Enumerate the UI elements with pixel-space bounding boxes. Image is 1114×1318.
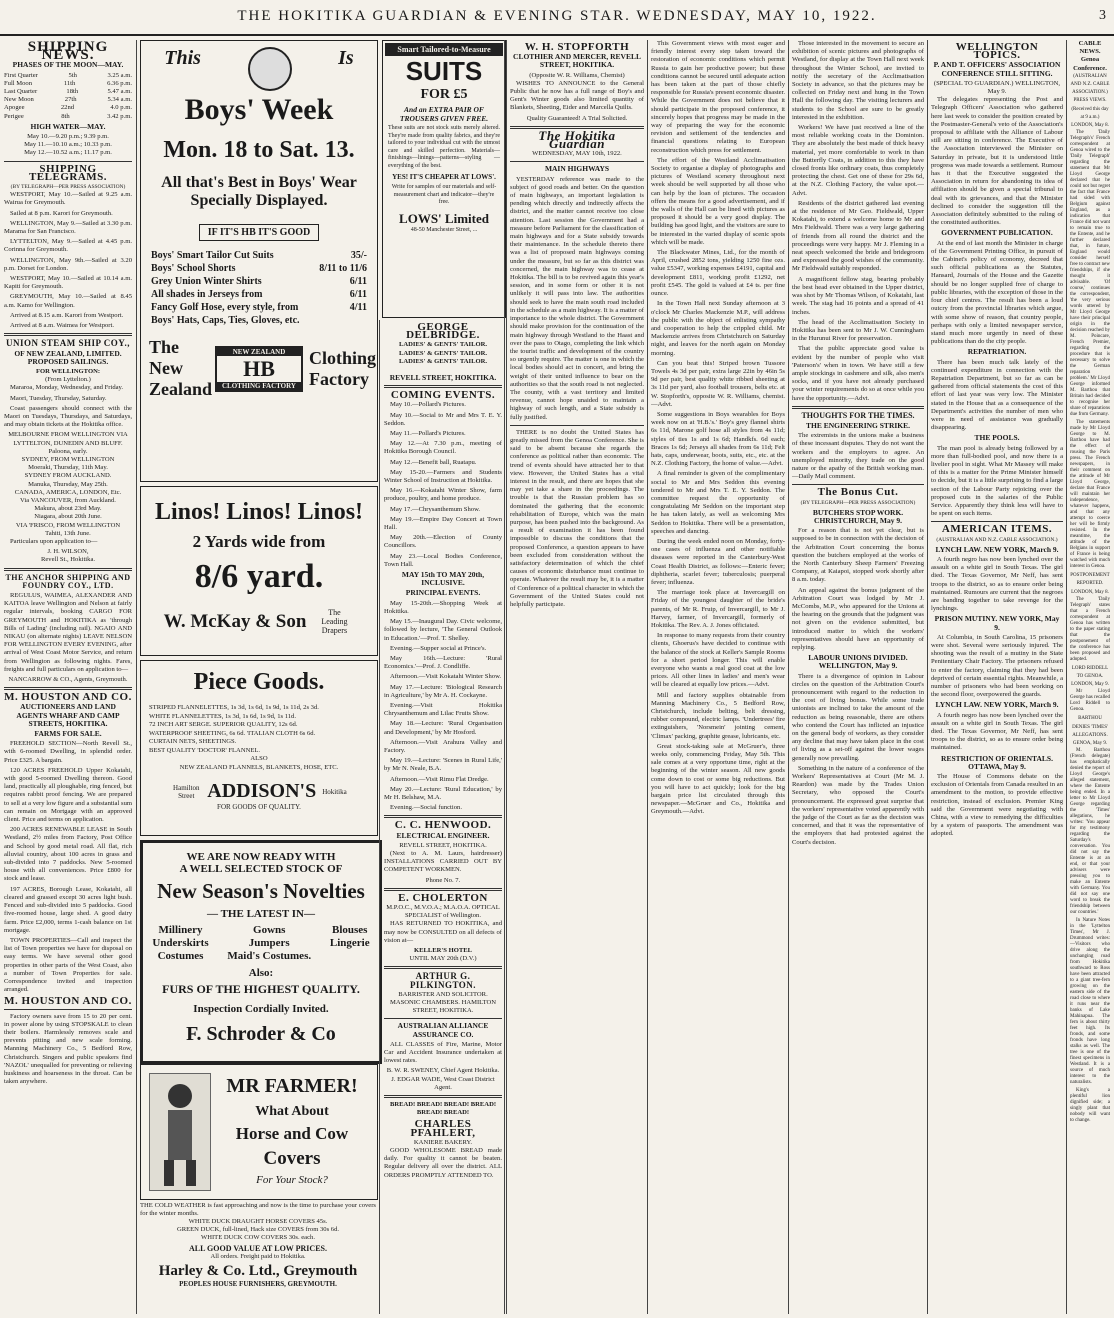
- cable-heading: CABLE NEWS.: [1078, 40, 1102, 56]
- hb-logo: NEW ZEALAND HB CLOTHING FACTORY: [215, 346, 303, 392]
- column-rule: [788, 40, 789, 1314]
- column-rule: [1066, 40, 1067, 1314]
- column-rule: [379, 320, 380, 1314]
- bonus-dateline: BUTCHERS STOP WORK. CHRISTCHURCH, May 9.: [812, 507, 904, 525]
- boys-week-dates: Mon. 18 to Sat. 13.: [163, 137, 355, 163]
- schroder-item: Lingerie: [329, 937, 370, 949]
- schroder-title: New Season's Novelties: [157, 879, 365, 903]
- column-rule: [647, 40, 648, 1314]
- anchor-body: REGULUS, WAIMEA, ALEXANDER AND KAITOA leave Wellington and Nelson at fairly regular intervals, booking CARGO FOR GREYMOUTH and HOKITIKA as 'through Bills of Lading' (including rail). NGAIO AND NIKAU (on alternate nights) LEAVE NELSON FOR WELLINGTON EVERY EVENING, after arrival of West Coast Motor Service, and return from Wellington as following nights. Fares, freights and full particulars on application to—: [4, 591, 132, 673]
- news-paragraph: That the public appreciate good value is evident by the number of people who visit 'Paterson's' when in town. We have still a few ample stockings in cashmere and silk, also men's socks, and if you have not already purchased your winter requirements do so at once while you have the opportunity.—Advt.: [792, 345, 924, 402]
- high-water-row: May 12.—10.52 a.m.; 11.17 p.m.: [24, 149, 112, 157]
- farmer-advert: [140, 1064, 378, 1200]
- event-item: May 17.—Chrysanthemum Show.: [390, 505, 481, 513]
- high-water-row: May 11.—10.10 a.m.; 10.33 p.m.: [24, 141, 112, 149]
- shipping-telegrams-heading: SHIPPING TELEGRAMS.: [28, 162, 108, 183]
- boys-week-advert: [140, 40, 378, 482]
- schroder-furs: FURS OF THE HIGHEST QUALITY.: [162, 982, 360, 996]
- wellington-sub: P. AND T. OFFICERS' ASSOCIATION CONFERENCE STILL SITTING.: [933, 60, 1061, 78]
- telegram-item: Arrived at 8 a.m. Waimea for Westport.: [10, 322, 114, 330]
- bonus-body: For a reason that is not yet clear, but is supposed to be in connection with the decision of the Arbitration Court concerning the bonus question the butchers employed at the works of the North Canterbury Sheep Farmers' Freezing Company, at Kaiapoi, stopped work shortly after 8 a.m. today.: [792, 527, 924, 584]
- suits-note: YES! IT'S CHEAPER AT LOWS'.: [392, 173, 496, 181]
- telegram-item: WESTPORT, May 10.—Sailed at 10.14 a.m. Kapiti for Greymouth.: [4, 275, 132, 291]
- piece-goods-advert: [140, 660, 378, 836]
- piece-goods-line: WATERPROOF SHEETING, 6s 6d. 'ITALIAN CLOTH 6s 6d.: [149, 729, 316, 737]
- brand-right: Clothing Factory: [309, 347, 377, 389]
- phase-row: First Quarter 5th 3.25 a.m.: [4, 71, 132, 79]
- farms-heading: FARMS FOR SALE.: [34, 729, 102, 739]
- stopforth-heading: W. H. STOPFORTH: [524, 41, 630, 53]
- news-paragraph: The head of the Acclimatisation Society in Hokitika has been sent to Mr J. W. Cunningham in the Hurunui River for preservation.: [792, 318, 924, 343]
- school-item: May 19.—Lecture: 'Scenes in Rural Life,' by Mr N. Neale, B.A.: [384, 757, 502, 773]
- repat-body: There has been much talk lately of the continued expenditure in connection with the Repatriation Department, but so far as can be gathered from official statements the cost of this effort of last year was very low. The Minister stated in the House that as a consequence of the Department's activities the number of men who were in need of assistance was gradually disappearing.: [931, 358, 1063, 432]
- farmer-line3: Covers: [263, 1148, 321, 1169]
- schroder-item: Jumpers: [248, 937, 290, 949]
- cholerton-heading: E. CHOLERTON: [398, 891, 488, 904]
- delbridge-address: REVELL STREET, HOKITIKA.: [389, 373, 497, 383]
- event-item: May 23.—Local Bodies Conference, Town Hall.: [384, 552, 502, 568]
- anchor-agent: NANCARROW & CO., Agents, Greymouth.: [8, 676, 128, 684]
- schroder-item: Blouses: [332, 924, 368, 936]
- boys-week-line2: Specially Displayed.: [190, 192, 328, 209]
- school-subheading: PRINCIPAL EVENTS.: [405, 588, 481, 598]
- wellington-body: The delegates representing the Post and Telegraph Officers' Association who gathered here last week to consider the position created by the Postmaster-General's veto of the Association's proposal to affiliate with the Alliance of Labour still are sitting in conference. The Executive of the Association interviewed the Minister on Saturday in private, but it is understood little progress was made towards a settlement. Rumour has it that the Executive suggested the Association in return for abandoning its idea of affiliation should be given a special tribunal to deal with its grievances, and that the Minister declined to consider the suggestion till the Association definitely submitted to the ruling of the constituted authorities.: [931, 96, 1063, 227]
- telegram-item: Arrived at 8.15 a.m. Karori from Westport.: [10, 311, 124, 319]
- news-paragraph: A final reminder is given of the complimentary social to Mr and Mrs Seddon this evening tendered to Mr and Mrs T. E. Y. Seddon. The committee request the opportunity of congratulating Mr Seddon on the important step he has taken lately, as well as welcoming Mrs Seddon to Hokitika. There will be a presentation, speeches and dancing.: [651, 470, 785, 535]
- addison-town: Hokitika: [322, 787, 347, 796]
- farm-listing: 200 ACRES RENEWABLE LEASE in South Westland, 2½ miles from Factory, Post Office and School by good metal road. All flat, rich alluvial country, about 100 acres in grass and sub-divided into 7 paddocks. New 5-roomed house with all conveniences. Price £800 for stock and lease.: [4, 826, 132, 883]
- pools-body: The man pool is already being followed by a more than full-bodied pool, and now there is a livelier pool in sight. What Mr Massey will make of this is a matter for the Prime Minister himself to decide, but it is a little surprising to find a large section of the Labour Party rejoicing over the proposed cuts in the salaries of the Public Service. Apparently they think less will have to be spent on such items.: [931, 444, 1063, 518]
- this-heading: This: [164, 47, 201, 69]
- hb-slogan: IF IT'S HB IT'S GOOD: [199, 224, 319, 241]
- bonus-sub: (BY TELEGRAPH—PER PRESS ASSOCIATION): [800, 499, 916, 506]
- pfahlert-heading: CHARLES PFAHLERT,: [410, 1118, 476, 1139]
- delbridge-line: LADIES' & GENTS' TAILOR.: [398, 349, 488, 357]
- column-news-2: [792, 40, 924, 1314]
- school-item: Evening.—Supper social at Prince's.: [390, 644, 487, 652]
- suits-top: Smart Tailored-to-Measure: [385, 43, 503, 56]
- piece-goods-line: ALSO: [250, 755, 268, 762]
- event-item: May 16.—Kokatahi Winter Show, farm produce, poultry, and home produce.: [384, 487, 502, 503]
- news-paragraph: Mill and factory supplies obtainable from Manning Machinery Co., 5 Bedford Row, Christchurch, include belting, belt dressing, rubber compound, electric lamps. 'Undertrees' fire extinguishers, 'Norsmein' jointing cement, 'Climax' packing, graphite grease, lubricants, etc.: [651, 691, 785, 740]
- suits-extra: And an EXTRA PAIR OF TROUSERS GIVEN FREE.: [399, 105, 489, 123]
- brand-left: The New Zealand: [149, 337, 213, 399]
- union-line: Tahiti, 13th June.: [45, 529, 91, 537]
- schroder-item: Gowns: [253, 924, 286, 936]
- union-line: Makura, about 23rd May.: [34, 505, 102, 513]
- news-paragraph: Can you beat this! Striped brown Tussore Towels 4s 3d per pair, extra large 22in by 46in 5s 9d per pair, best quality white ribbed sheeting at 3s 11d per yard, also football trousers, belts etc. at W. Stopforth's, opposite W. R. Williams, chemist.—Advt.: [651, 359, 785, 408]
- suits-write: Write for samples of our materials and self-measurement chart and indicator—they're free.: [391, 184, 497, 205]
- delbridge-line: LADIES' & GENTS' TAILOR.: [398, 357, 488, 365]
- piece-goods-line: 72 INCH ART SERGE. SUPERIOR QUALITY, 12s 6d.: [149, 721, 298, 728]
- cholerton-until: UNTIL MAY 20th (D.V.): [409, 955, 477, 963]
- henwood-body: (Next to A. M. Laurs, hairdresser) INSTALLATIONS CARRIED OUT BY COMPETENT WORKMEN.: [384, 849, 502, 874]
- houston-subheading: AUCTIONEERS AND LAND AGENTS WHARF AND CAMP STREETS, HOKITIKA.: [16, 702, 120, 728]
- news-paragraph: Those interested in the movement to secure an exhibition of scenic pictures and photographs of Westland, for display at the Town Hall next week throughout the Winter School, are invited to notify the secretary of the Acclimatisation Society in advance, so that the pictures may be collected on Friday next and hung in the Town Hall the following day. The visiting lecturers and students to the School are sure to be greatly interested in the exhibition.: [792, 40, 924, 121]
- union-line: SYDNEY FROM AUCKLAND.: [24, 472, 112, 480]
- phase-row: New Moon 27th 5.34 a.m.: [4, 96, 132, 104]
- farm-listing: FREEHOLD SECTION—North Revell St., with 6-roomed Dwelling, in splendid order. Price £325. A bargain.: [4, 740, 132, 764]
- wellington-heading: WELLINGTON TOPICS.: [955, 41, 1039, 62]
- product-row: Boys' Smart Tailor Cut Suits 35/-: [151, 250, 367, 261]
- leader-body: THERE is no doubt the United States has greatly missed from the Genoa Conference. She is said to be absent because she regards the conference as political rather than economic. The trend of events should have attracted her to that view. However, the United States has a vital interest in the result, and there are hopes that she may yet take a share in the proceedings. The trouble is that the Russian problem has so dominated the gathering that the economic rehabilitation of Europe, which was the main purpose, has been pushed into the background. As a result of examination it has been found impossible to discuss the conditions that the proposed Conference, a question appears to have been excluded from consideration without the satisfactory determination of which the chief causes of economic disturbance must continue to operate. Whatever the result may be, it is a matter of Conference of a political character in which the Government of the United States could not helpfully participate.: [510, 428, 644, 608]
- houston-footer: M. HOUSTON AND CO.: [4, 995, 132, 1008]
- news-paragraph: The marriage took place at Invercargill on Friday of the youngest daughter of the bride's parents, of Mr R. Fruip, of Invercargill, to Mr J. Harvey, farmer, of Invercargill, formerly of Hokitika. The Rev. A. J. Jones officiated.: [651, 589, 785, 630]
- linos-advert: [140, 486, 378, 656]
- event-item: May 11.—Pollard's Pictures.: [390, 430, 466, 438]
- bonus-heading: The Bonus Cut.: [817, 486, 899, 499]
- masthead: [0, 0, 1114, 36]
- anchor-shipping-heading: THE ANCHOR SHIPPING AND FOUNDRY COY., LTD.: [5, 572, 131, 590]
- stopforth-sub: CLOTHIER AND MERCER, REVELL STREET, HOKITIKA.: [513, 52, 641, 70]
- telegram-item: LYTTELTON, May 9.—Sailed at 4.45 p.m. Corinna for Greymouth.: [4, 238, 132, 254]
- harley-item: GREEN DUCK, full-lined, Hack size COVERS from 30s 6d.: [176, 1226, 340, 1233]
- school-heading: MAY 15th TO MAY 20th, INCLUSIVE.: [401, 570, 485, 588]
- pfahlert-body: GOOD WHOLESOME BREAD made daily. For quality it cannot be beaten. Regular delivery all over the district. ALL ORDERS PROMPTLY ATTENDED TO.: [384, 1147, 502, 1179]
- union-line: MELBOURNE FROM WELLINGTON VIA LYTTELTON, DUNEDIN AND BLUFF.: [8, 431, 128, 447]
- repat-heading: REPATRIATION.: [967, 347, 1027, 357]
- product-row: All shades in Jerseys from 6/11: [151, 289, 367, 300]
- suits-title: SUITS: [405, 56, 483, 86]
- school-item: Evening.—Visit Hokitika Chrysanthemum and Lilac Fruits Show.: [384, 701, 502, 718]
- column-notices: [384, 320, 502, 1314]
- piece-goods-line: NEW ZEALAND FLANNELS, BLANKETS, HOSE, ETC.: [179, 763, 339, 771]
- phase-row: Last Quarter 18th 5.47 a.m.: [4, 88, 132, 96]
- thoughts-heading: THOUGHTS FOR THE TIMES.: [801, 410, 915, 420]
- govt-heading: GOVERNMENT PUBLICATION.: [941, 228, 1053, 238]
- harley-advert: [140, 1202, 376, 1312]
- farmer-title: MR FARMER!: [226, 1075, 358, 1097]
- labour-body: Something in the nature of a conference of the Workers' Representatives at Court (Mr M. J. Reardon) was made by the Trades Union Secretary, who opposed the Court's pronouncement. He expressed great surprise that the workers' representative voted apparently with the judge of the Court as far as the decision was concerned, and that it was the representative of the employers that had protested against the Court's decision.: [792, 764, 924, 846]
- union-line: Moeraki, Thursday, 11th May.: [28, 464, 108, 472]
- newspaper-title: THE HOKITIKA GUARDIAN & EVENING STAR. WEDNESDAY, MAY 10, 1922.: [237, 8, 877, 24]
- lynch-heading: LYNCH LAW. NEW YORK, March 9.: [935, 544, 1059, 554]
- harley-lead: THE COLD WEATHER is fast approaching and now is the time to purchase your covers for the winter months.: [140, 1202, 376, 1217]
- schroder-latest: — THE LATEST IN—: [207, 908, 315, 920]
- schroder-line2: A WELL SELECTED STOCK OF: [179, 863, 343, 875]
- restriction-heading: RESTRICTION OF ORIENTALS. OTTAWA, May 9.: [941, 753, 1053, 771]
- column-rule: [504, 40, 505, 1314]
- news-paragraph: Residents of the district gathered last evening at the residence of Mr Geo. Fieldwald, Upper Kokatahi, to extend a welcome home to Mr and Mrs Fieldwald. There was a very large gathering of friends from all round the district and the proceedings were very happy. Mr J. Fleming in a neat speech welcomed the bride and bridegroom and expressed the good wishes of the community. Mr Fieldwald suitably responded.: [792, 199, 924, 273]
- telegram-item: WELLINGTON, May 9th.—Sailed at 3.20 p.m. Dorset for London.: [4, 256, 132, 272]
- mckay-tag: The Leading Drapers: [321, 608, 348, 635]
- newspaper-nameplate: The Hokitika Guardian: [538, 127, 616, 152]
- column-cable: [1070, 40, 1110, 1314]
- event-item: May 12.—Benefit ball, Ruatapu.: [390, 458, 477, 466]
- henwood-address: REVELL STREET, HOKITIKA.: [399, 841, 487, 849]
- telegram-item: GREYMOUTH, May 10.—Sailed at 8.45 a.m. Kamo for Wellington.: [4, 293, 132, 309]
- schroder-item: Millinery: [158, 924, 203, 936]
- column-rule: [506, 40, 507, 1314]
- moscow-body: The statements made by Mr Lloyd George to M. Barthou have had the effect of rousing the Paris press. The French newspapers, in their comment on the attitude of Mr Lloyd George, declare that France will maintain her independence, whatever happens, and that any attempt to coerce her will be firmly resisted. In the meantime, the attitude of the Belgians in support of France is being watched with much interest in Genoa.: [1070, 420, 1110, 570]
- phase-row: Apogee 22nd 4.0 p.m.: [4, 104, 132, 112]
- column-rule: [927, 40, 928, 1314]
- lord-heading: LORD RIDDELL TO GENOA. LONDON, May 9.: [1071, 665, 1109, 688]
- bread-banner: BREAD! BREAD! BREAD! BREAD! BREAD! BREAD!: [389, 1101, 497, 1117]
- column-leader: [510, 40, 644, 1314]
- pilkington-heading: ARTHUR G. PILKINGTON.: [409, 971, 477, 990]
- product-row: Fancy Golf Hose, every style, from 4/11: [151, 302, 367, 313]
- event-item: May 15-20.—Farmers and Students Winter School of Instruction at Hokitika.: [384, 468, 502, 485]
- union-line: CANADA, AMERICA, LONDON, Etc.: [14, 488, 122, 496]
- farmer-line4: For Your Stock?: [256, 1174, 328, 1186]
- farmer-illustration: [149, 1073, 211, 1191]
- piece-goods-title: Piece Goods.: [193, 669, 325, 695]
- schroder-shop: F. Schroder & Co: [186, 1023, 336, 1045]
- product-row: Boys' Hats, Caps, Ties, Gloves, etc.: [151, 315, 300, 326]
- piece-goods-line: CURTAIN NETS, SHEETINGS.: [149, 738, 237, 745]
- harley-item: WHITE DUCK COW COVERS 30s. each.: [201, 1234, 315, 1241]
- union-subheading: OF NEW ZEALAND, LIMITED. PROPOSED SAILINGS.: [14, 348, 122, 366]
- column-rule: [136, 40, 137, 1314]
- lynch2-heading: LYNCH LAW. NEW YORK, March 9.: [935, 700, 1059, 710]
- addison-street: Hamilton Street: [173, 783, 200, 800]
- is-heading: Is: [338, 47, 354, 69]
- leader-heading: MAIN HIGHWAYS: [544, 164, 610, 174]
- union-line: Particulars upon application to—: [10, 537, 98, 545]
- henwood-sub: ELECTRICAL ENGINEER.: [396, 830, 490, 840]
- harley-all: ALL GOOD VALUE AT LOW PRICES.: [189, 1244, 327, 1253]
- event-item: May 10.—Pollard's Pictures.: [390, 401, 466, 409]
- pilkington-address: MASONIC CHAMBERS. HAMILTON STREET, HOKITIKA.: [389, 999, 497, 1015]
- school-item: May 20.—Lecture: 'Rural Education,' by Mr H. Belshaw, M.A.: [384, 785, 502, 801]
- suits-advert: [382, 40, 506, 318]
- american-heading: AMERICAN ITEMS.: [941, 523, 1053, 536]
- lows-address: 48-50 Manchester Street, ...: [410, 226, 478, 233]
- farm-listing: 197 ACRES, Borough Lease, Kokatahi, all cleared and grassed except 30 acres light bush. Fenced and sub-divided into 5 paddocks. Good five-roomed house, large shed. A good dairy farm. Price £2,000, terms 1-cash balance on 1st mortgage.: [4, 885, 132, 934]
- amp-agent: B. W. R. SWENEY, Chief Agent Hokitika.: [386, 1067, 500, 1075]
- boy-portrait: [248, 47, 292, 91]
- schroder-item: Maid's Costumes.: [227, 950, 312, 962]
- event-item: May 19.—Empire Day Concert at Town Hall.: [384, 515, 502, 532]
- union-steam-ship-heading: UNION STEAM SHIP COY.,: [6, 338, 130, 349]
- school-item: May 15.—Inaugural Day. Civic welcome, followed by lecture, 'The General Outlook in Education.'—Prof. T. Shelley.: [384, 618, 502, 642]
- union-line: Manuka, Thursday, May 25th.: [28, 480, 108, 488]
- event-item: May 10.—Social to Mr and Mrs T. E. Y. Seddon.: [384, 411, 502, 427]
- union-line: J. H. WILSON,: [47, 548, 89, 556]
- addison-shop: ADDISON'S: [207, 780, 317, 802]
- news-paragraph: Great stock-taking sale at McGruer's, three weeks only, commencing Friday, May 5th. This sale comes at a very opportune time, right at the beginning of the winter season. All new goods come down to cost or some big reductions. But you will have to act quickly; look for the big bargain price list circulated through this newspaper.—McGruer and Co., Hokitika and Greymouth.—Advt.: [651, 742, 785, 816]
- farm-listing: 120 ACRES FREEHOLD Upper Kokatahi, with good 5-roomed Dwelling thereon. Good land, practically all ploughable, ring fenced, but requires rabbit proof fencing. We are prepared to sell at a very low figure and a substantial sum can remain on Mortgage with an approved client. Price and terms on application.: [4, 766, 132, 824]
- union-line: FOR WELLINGTON:: [35, 367, 101, 375]
- union-line: VIA 'FRISCO, FROM WELLINGTON: [15, 521, 121, 529]
- news-paragraph: A magnificent fellow stag, bearing probably the best head ever obtained in the Upper district, was shot by Mr Thomas Wilson, of Kokatahi, last week. The stag had 16 points and a spread of 41 inches.: [792, 275, 924, 316]
- thoughts-sub: THE ENGINEERING STRIKE.: [806, 420, 910, 430]
- shipping-news-heading: SHIPPING NEWS.: [27, 40, 109, 64]
- school-item: Afternoon.—Visit Rimu Flat Dredge.: [390, 775, 489, 783]
- houston-heading: M. HOUSTON AND CO.: [4, 691, 132, 704]
- amp-body: ALL CLASSES of Fire, Marine, Motor Car and Accident Insurance undertaken at lowest rates.: [384, 1040, 502, 1065]
- union-line: Mararoa, Monday, Wednesday, and Friday.: [10, 384, 124, 392]
- delbridge-heading: GEORGE DELBRIDGE.: [406, 321, 480, 342]
- news-paragraph: The effort of the Westland Acclimatisation Society to organise a display of photographs and pictures of Westland scenery throughout next week should be well supported by all those who can help by the loan of pictures. The occasion offers the means for a good advertisement, and if the walls of the Hall can be lined with pictures as proposed it should be a very good display. The building has good light, and the visitors are sure to be interested in the varied display of scenic spots which will be made.: [651, 156, 785, 246]
- henwood-phone: Phone No. 7.: [425, 876, 461, 884]
- pilkington-sub: BARRISTER AND SOLICITOR.: [398, 990, 488, 998]
- genoa-sub: (AUSTRALIAN AND N.Z. CABLE ASSOCIATION.): [1070, 73, 1110, 96]
- suits-price: FOR £5: [420, 87, 468, 102]
- leader-date: WEDNESDAY, MAY 10th, 1922.: [532, 150, 622, 158]
- henwood-heading: C. C. HENWOOD.: [394, 819, 492, 832]
- piece-goods-line: STRIPED FLANNELETTES, 1s 3d, 1s 6d, 1s 9d, 1s 11d, 2s 3d.: [149, 704, 319, 711]
- school-item: May 17.—Lecture: 'Biological Research in Agriculture,' by Mr A. H. Cockayne.: [384, 683, 502, 699]
- stopforth-quality: Quality Guaranteed! A Trial Solicited.: [526, 114, 628, 122]
- labour-heading: LABOUR UNIONS DIVIDED. WELLINGTON, May 9.: [808, 653, 908, 671]
- farmer-line2: Horse and Cow: [235, 1124, 349, 1143]
- lynch2-body: A fourth negro has now been lynched over the assault on a white girl in South Texas. The girl died. The Texas Governor, Mr Neff, has sent troops to the district, so as to ensure order being maintained.: [931, 711, 1063, 752]
- genoa-heading: Genoa Conference.: [1073, 56, 1107, 72]
- school-item: May 18.—Lecture: 'Rural Organisation and Development,' by Mr Hosford.: [384, 720, 502, 736]
- high-water-heading: HIGH WATER—MAY.: [30, 121, 106, 131]
- harley-shop: Harley & Co. Ltd., Greymouth: [158, 1263, 358, 1279]
- notes-end: King's a plentiful lion dignified side; a singly plant that nobody will want to change.: [1070, 1088, 1110, 1124]
- farmer-line1: What About: [255, 1104, 329, 1119]
- phase-row: Full Moon 11th 6.36 p.m.: [4, 79, 132, 87]
- union-line: Via VANCOUVER, from Auckland.: [20, 496, 116, 504]
- school-item: May 16th.—Lecture: 'Rural Economics.'—Prof. J. Condliffe.: [384, 654, 502, 671]
- lord-body: Mr Lloyd George has recalled Lord Riddell to Genoa.: [1070, 689, 1110, 713]
- schroder-invite: Inspection Cordially Invited.: [193, 1003, 329, 1015]
- news-paragraph: During the week ended noon on Monday, forty-one cases of influenza and other notifiable diseases were reported in the Canterbury-West Coast Health District, as follows:—Enteric fever; diphtheria, scarlet fever; tuberculosis; puerperal fever; influenza.: [651, 537, 785, 586]
- stopforth-opposite: (Opposite W. R. Williams, Chemist): [529, 71, 625, 79]
- postpone-body: The 'Daily Telegraph' states that a French correspondent at Genoa has written to the paper stating that the postponement of the conference has been proposed and adopted.: [1070, 596, 1110, 662]
- amp-heading: AUSTRALIAN ALLIANCE ASSURANCE CO.: [397, 1021, 489, 1039]
- press-views: PRESS VIEWS. (Received this day at 9 a.m.) LONDON, May 8.: [1071, 98, 1109, 129]
- news-paragraph: The Blackwater Mines, Ltd., for the month of April, crushed 2852 tons, yielding 1250 fine ozs. value £5347, working expenses £4191, capital and development £811, working profit £1292, net profit £545. The gold is valued at £4 ts. per fine ounce.: [651, 249, 785, 298]
- suits-body: These suits are not stock suits merely altered. They're made from quality fabrics, and they're tailored to your individual cut with the utmost care and skilled perfection. Materials—finishings—linings—patterns—styling —everything of the best.: [388, 125, 500, 169]
- labour-body: There is a divergence of opinion in Labour circles on the question of the Arbitration Court's pronouncement with regard to the reduction in the cost of living bonus. While some trade unionists are inclined to take the amount of the reduction as being reasonable, there are others who contend the Court has inflicted an injustice on the general body of workers, as they consider any decline that may have taken place in the cost of living as a set-off against the lower wages generally now prevailing.: [792, 672, 924, 762]
- amp-agent: J. EDGAR WADE, West Coast District Agent.: [391, 1075, 495, 1091]
- notes-body: In Nature Notes in the 'Lyttelton Times', Mr J. Drummond writes:—Visitors who drive along the unchanging road from Hokitika southward to Ross have been attracted to a giant tree-fern growing on the eastern side of the road close to where it runs near the banks of Lake Mahinapua. The fern is about thirty feet high. Its fronds, and some fronds have long stalks as well. The tree is one of the finest specimens in Westland. It is a source of much interest to the naturalists.: [1070, 918, 1110, 1086]
- telegrams-source: (BY TELEGRAPH—PER PRESS ASSOCIATION): [10, 184, 126, 191]
- stopforth-body: WISHES TO ANNOUNCE to the General Public that he now has a full range of Boy's and Gent's Winter goods also limited quantity of Blankets, Sheeting, Eider and Marcella Quilts.: [510, 79, 644, 112]
- boys-week-title: Boys' Week: [184, 93, 334, 126]
- news-paragraph: Some suggestions in Boys wearables for Boys week now on at 'H.B.'s.' Boy's grey flannel shirts 6s 11d, Marone golf hose all styles from 4s 11d; styles of ties 1s and 1s 6d; Handkfs. 6d each; Braces 1s 6d; Jerseys all shades from 6s 11d; Felt hats, caps, underwear, boots, suits, etc., etc. at the N.Z. Clothing Factory, the home of value.—Advt.: [651, 410, 785, 468]
- press-body: The 'Daily Telegraph's' French correspondent at Genoa wired to the 'Daily Telegraph' regarding the statement that Mr Lloyd George declared that he could not but regret the fact that France had sided with Belgium against England, as a indication that France did not want to remain true to the Entente, and he further declared that, in future, England would consider herself free to contract new friendships, if she thought it advisable. 'Of course,' continues the correspondent, 'the very serious words uttered by Mr Lloyd George have their principal origin in the decision reached by M. Poincare, French Premier, regarding the procedure that is necessary to solve the German reparation problem.' Mr Lloyd George informed M. Barthou that Britain had decided to recognise her share of reparations due from Germany.: [1070, 130, 1110, 418]
- farm-listing: TOWN PROPERTIES—Call and inspect the list of Town properties we have for disposal on easy terms. We have several other good properties in other parts of the West Coast, also a number of Town Properties for sale. Correspondence invited and inspection arranged.: [4, 936, 132, 994]
- page-number: 3: [1099, 8, 1106, 23]
- schroder-item: Costumes: [157, 950, 204, 962]
- school-item: Afternoon.—Visit Kokatahi Winter Show.: [390, 673, 502, 681]
- union-line: Paloona, early.: [48, 447, 88, 455]
- school-item: Afternoon.—Visit Arahura Valley and Factory.: [384, 738, 502, 754]
- wellington-special: (SPECIAL TO GUARDIAN.) WELLINGTON, May 9.: [933, 79, 1061, 96]
- schroder-also: Also:: [248, 967, 274, 979]
- union-line: Revell St., Hokitika.: [40, 556, 96, 564]
- news-paragraph: In response to many requests from their country clients, Ghoerus's have decided to continue with the balance of the stock at Keller's Sample Rooms for a short period longer. This will enable everyone who wants a real good coat at the low prices. All other lines in ladies' and men's wear will be cleared at equally low prices.—Advt.: [651, 632, 785, 689]
- schroder-line1: WE ARE NOW READY WITH: [186, 851, 336, 863]
- union-line: Niagara, about 20th June.: [34, 513, 102, 521]
- bonus-body: An appeal against the bonus judgment of the Arbitration Court was lodged by Mr J. McCombs, M.P., who appeared for the Unions at the hearing on the grounds that the judgment was not given on the evidence submitted, but introduced matter to which the workers' representatives should have an opportunity of replying.: [792, 586, 924, 652]
- barthou-heading: BARTHOU DENIES 'TIMES' ALLEGATIONS. GENOA, May 9.: [1072, 716, 1108, 747]
- cholerton-sub: M.P.O.C., M.V.O.A.; M.A.O.A. OPTICAL SPECIALIST of Wellington.: [386, 903, 500, 920]
- event-item: May 12.—At 7.30 p.m., meeting of Hokitika Borough Council.: [384, 440, 502, 456]
- coming-events-heading: COMING EVENTS.: [390, 389, 496, 402]
- pools-heading: THE POOLS.: [974, 433, 1020, 443]
- prison-heading: PRISON MUTINY. NEW YORK, May 9.: [934, 614, 1060, 632]
- school-item: May 15-20th.—Shopping Week at Hokitika.: [384, 599, 502, 615]
- column-wellington: [931, 40, 1063, 1314]
- school-item: Evening.—Social function.: [390, 804, 462, 812]
- news-paragraph: This Government views with most eager and friendly interest every step taken toward the restoration of economic conditions which permit Russia to gain her productive power; but these conditions cannot be secured until adequate action has been taken at the part of those chiefly responsible for Russia's present economic disaster. While the Government does not believe that it should participate in the proposed conference, it sincerely hopes that progress may be made in the way of preparing the way for the economic revision and settlement of the tendencies and financial questions relating to European reconstruction which press for settlement.: [651, 40, 785, 154]
- harley-footer: PEOPLES HOUSE FURNISHERS, GREYMOUTH.: [179, 1280, 337, 1288]
- lynch-body: A fourth negro has now been lynched over the assault on a white girl in South Texas. The girl died. The Texas Governor, Mr Neff, has sent troops to the district, so as to ensure order being maintained. Rumours are current that the negroes are banding together to take revenge for the lynchings.: [931, 555, 1063, 613]
- mckay-shop: W. McKay & Son: [163, 610, 307, 632]
- prison-body: At Columbia, in South Carolina, 15 prisoners were shot. Several were seriously injured. The shooting was the result of a mutiny in the State Penitentiary Chair Factory. The prisoners refused to enter the factory, claiming that they had been deprived of certain essential rights. Meanwhile, a number of prisoners who had been working on the second floor, overpowered the guards.: [931, 633, 1063, 699]
- union-line: Coast passengers should connect with the Maori on Tuesdays, Thursdays, and Saturdays, and may obtain tickets at the Hokitika office.: [4, 404, 132, 429]
- phase-row: Perigee 8th 3.42 p.m.: [4, 112, 132, 120]
- schroder-item: Underskirts: [152, 937, 209, 949]
- piece-goods-line: WHITE FLANNELETTES, 1s 3d, 1s 6d, 1s 9d, 1s 11d.: [149, 712, 297, 720]
- union-line: Maori, Tuesday, Thursday, Saturday.: [10, 394, 107, 402]
- schroder-advert: [140, 840, 382, 1064]
- american-sub: (AUSTRALIAN AND N.Z. CABLE ASSOCIATION.): [936, 536, 1058, 543]
- stopskale-advert: Factory owners save from 15 to 20 per cent. in power alone by using STOPSKALE to clean their boilers. Harmlessly removes scale and prevents pitting and new scale forming. Manning Machinery Co., 5 Bedford Row, Christchurch. Singers and public speakers find 'NAZOL' unequalled for preventing or relieving huskiness and hoarseness in the throat. Can be taken anywhere.: [4, 1012, 132, 1086]
- union-line: (From Lyttelton.): [45, 376, 91, 384]
- piece-goods-line: BEST QUALITY 'DOCTOR' FLANNEL.: [149, 746, 261, 754]
- harley-orders: All orders. Freight paid to Hokitika.: [210, 1253, 306, 1260]
- leader-body: YESTERDAY reference was made to the subject of good roads and better. On the question of main highways, an important legislation is pending which directly and indirectly affects the district, and the matter cannot receive too close attention. Last session the Government had a measure before Parliament for the classification of main highways and for a State subsidy towards their maintenance. In the schedule thereto there was a list of proposed main highways coming under the measure, but so far as this district was concerned, the main highway was to cease at Hokitika. The bill is to be revived again this year's session, and in some form or other it is not unlikely it will pass into law. The authorities should seek to have the main south road included in the schedule as a main highway. It is a matter of importance to the whole district. The Government should make provision for the continuation of the main highway through Westland to the Haast and over the pass to Otago, completing the link which the tourist traffic and development of the country so urgently require. The matter is one in which the local bodies should act in concert, and bring the weight of their united influence to bear on the authorities so that the south road is not neglected. The county, with a vast territory and limited revenue, cannot hope unaided to maintain a highway of such length, and a State subsidy is fully justified.: [510, 175, 644, 421]
- linos-sub: 2 Yards wide from: [192, 532, 326, 551]
- news-paragraph: Workers! We have just received a line of the most reliable working coats in the Dominion. They are absolutely the best made of thick heavy material, yet more comfortable to work in than the Butterfly Coats, in addition to this they have closed fronts like ordinary coats, thus completely protecting the chest. Get one of these for 29s 6d, at the N.Z. Clothing Factory, the value spot.—Advt.: [792, 124, 924, 197]
- linos-title: Linos! Linos! Linos!: [154, 499, 364, 525]
- delbridge-line: LADIES' & GENTS' TAILOR.: [398, 341, 488, 349]
- product-row: Boys' School Shorts 8/11 to 11/6: [151, 263, 367, 274]
- linos-price: 8/6 yard.: [194, 558, 324, 595]
- event-item: May 20th.—Election of County Councillors.: [384, 534, 502, 550]
- thoughts-body: The extremists in the unions make a business of these incessant disputes. They do not want the workers and the employers to agree. An unemployed minority, they trade on the good nature or the apathy of the British working man.—Daily Mail comment.: [792, 432, 924, 481]
- postpone-heading: POSTPONEMENT REPORTED. LONDON, May 8.: [1070, 573, 1110, 595]
- cholerton-place: KELLER'S HOTEL: [413, 947, 473, 954]
- union-line: SYDNEY, FROM WELLINGTON: [21, 455, 115, 463]
- govt-body: At the end of last month the Minister in charge of the Government Printing Office, in pursuit of the Cabinet's policy of economy, decreed that such official publications as the Statutes, Hansard, Journals of the House and the Gazette should be no longer supplied free of charge to public libraries, with the exception of those in the four chief centres. The result has been a loud outcry from the provincial libraries which argue, with some show of reason, that country people, perhaps with only a limited newspaper service, stand much more urgently in need of these publications than do the city people.: [931, 239, 1063, 346]
- telegram-item: WELLINGTON, May 9.—Sailed at 3.30 p.m. Marama for San Francisco.: [4, 219, 132, 236]
- product-row: Grey Union Winter Shirts 6/11: [151, 276, 367, 287]
- column-local-news: [651, 40, 785, 1314]
- harley-item: WHITE DUCK DRAUGHT HORSE COVERS 45s.: [188, 1218, 328, 1225]
- phases-list: [4, 72, 132, 121]
- pfahlert-sub: KANIERE BAKERY.: [413, 1138, 473, 1146]
- high-water-row: May 10.—9.20 p.m.; 9.39 p.m.: [27, 133, 109, 141]
- lows-brand: LOWS' Limited: [399, 210, 489, 226]
- cholerton-body: HAS RETURNED TO HOKITIKA, and may now be CONSULTED on all defects of vision at—: [384, 920, 502, 944]
- telegram-item: WESTPORT, May 10.—Sailed at 9.25 a.m. Wairua for Greymouth.: [4, 191, 132, 207]
- telegram-item: Sailed at 8 p.m. Karori for Greymouth.: [10, 209, 113, 217]
- barthou-body: M. Barthou (French delegate) has emphatically denied the report of Lloyd George's alleged statement, where the Entente being ended. In a letter to Mr Lloyd George regarding the 'Times' allegations, he writes: 'You appear for my testimony regarding the Saturday's conversation. You did not say the Entente is at an end, or that your advisers were pressing you to make an Entente with Germany. You did not say one word to break the friendship between our countries.': [1070, 748, 1110, 916]
- phases-heading: PHASES OF THE MOON—MAY.: [12, 60, 124, 70]
- addison-footer: FOR GOODS OF QUALITY.: [217, 803, 301, 811]
- column-shipping: [4, 40, 132, 1314]
- news-paragraph: In the Town Hall next Sunday afternoon at 3 o'clock Mr Charles Mackenzie M.P., will address the public with the object of enlisting sympathy and cooperation to help the crippled child. Mr Mackenzie arrives from Christchurch on Saturday night, and leaves for the north again on Monday morning.: [651, 300, 785, 357]
- boys-week-line1: All that's Best in Boys' Wear: [161, 174, 357, 191]
- restriction-body: The House of Commons debate on the exclusion of Orientals from Canada resulted in an amendment to the motion, to provide effective restriction, instead of exclusion. Premier King said the Government were negotiating with China, with a view to remedying the difficulties by a system of passports. The amendment was adopted.: [931, 773, 1063, 838]
